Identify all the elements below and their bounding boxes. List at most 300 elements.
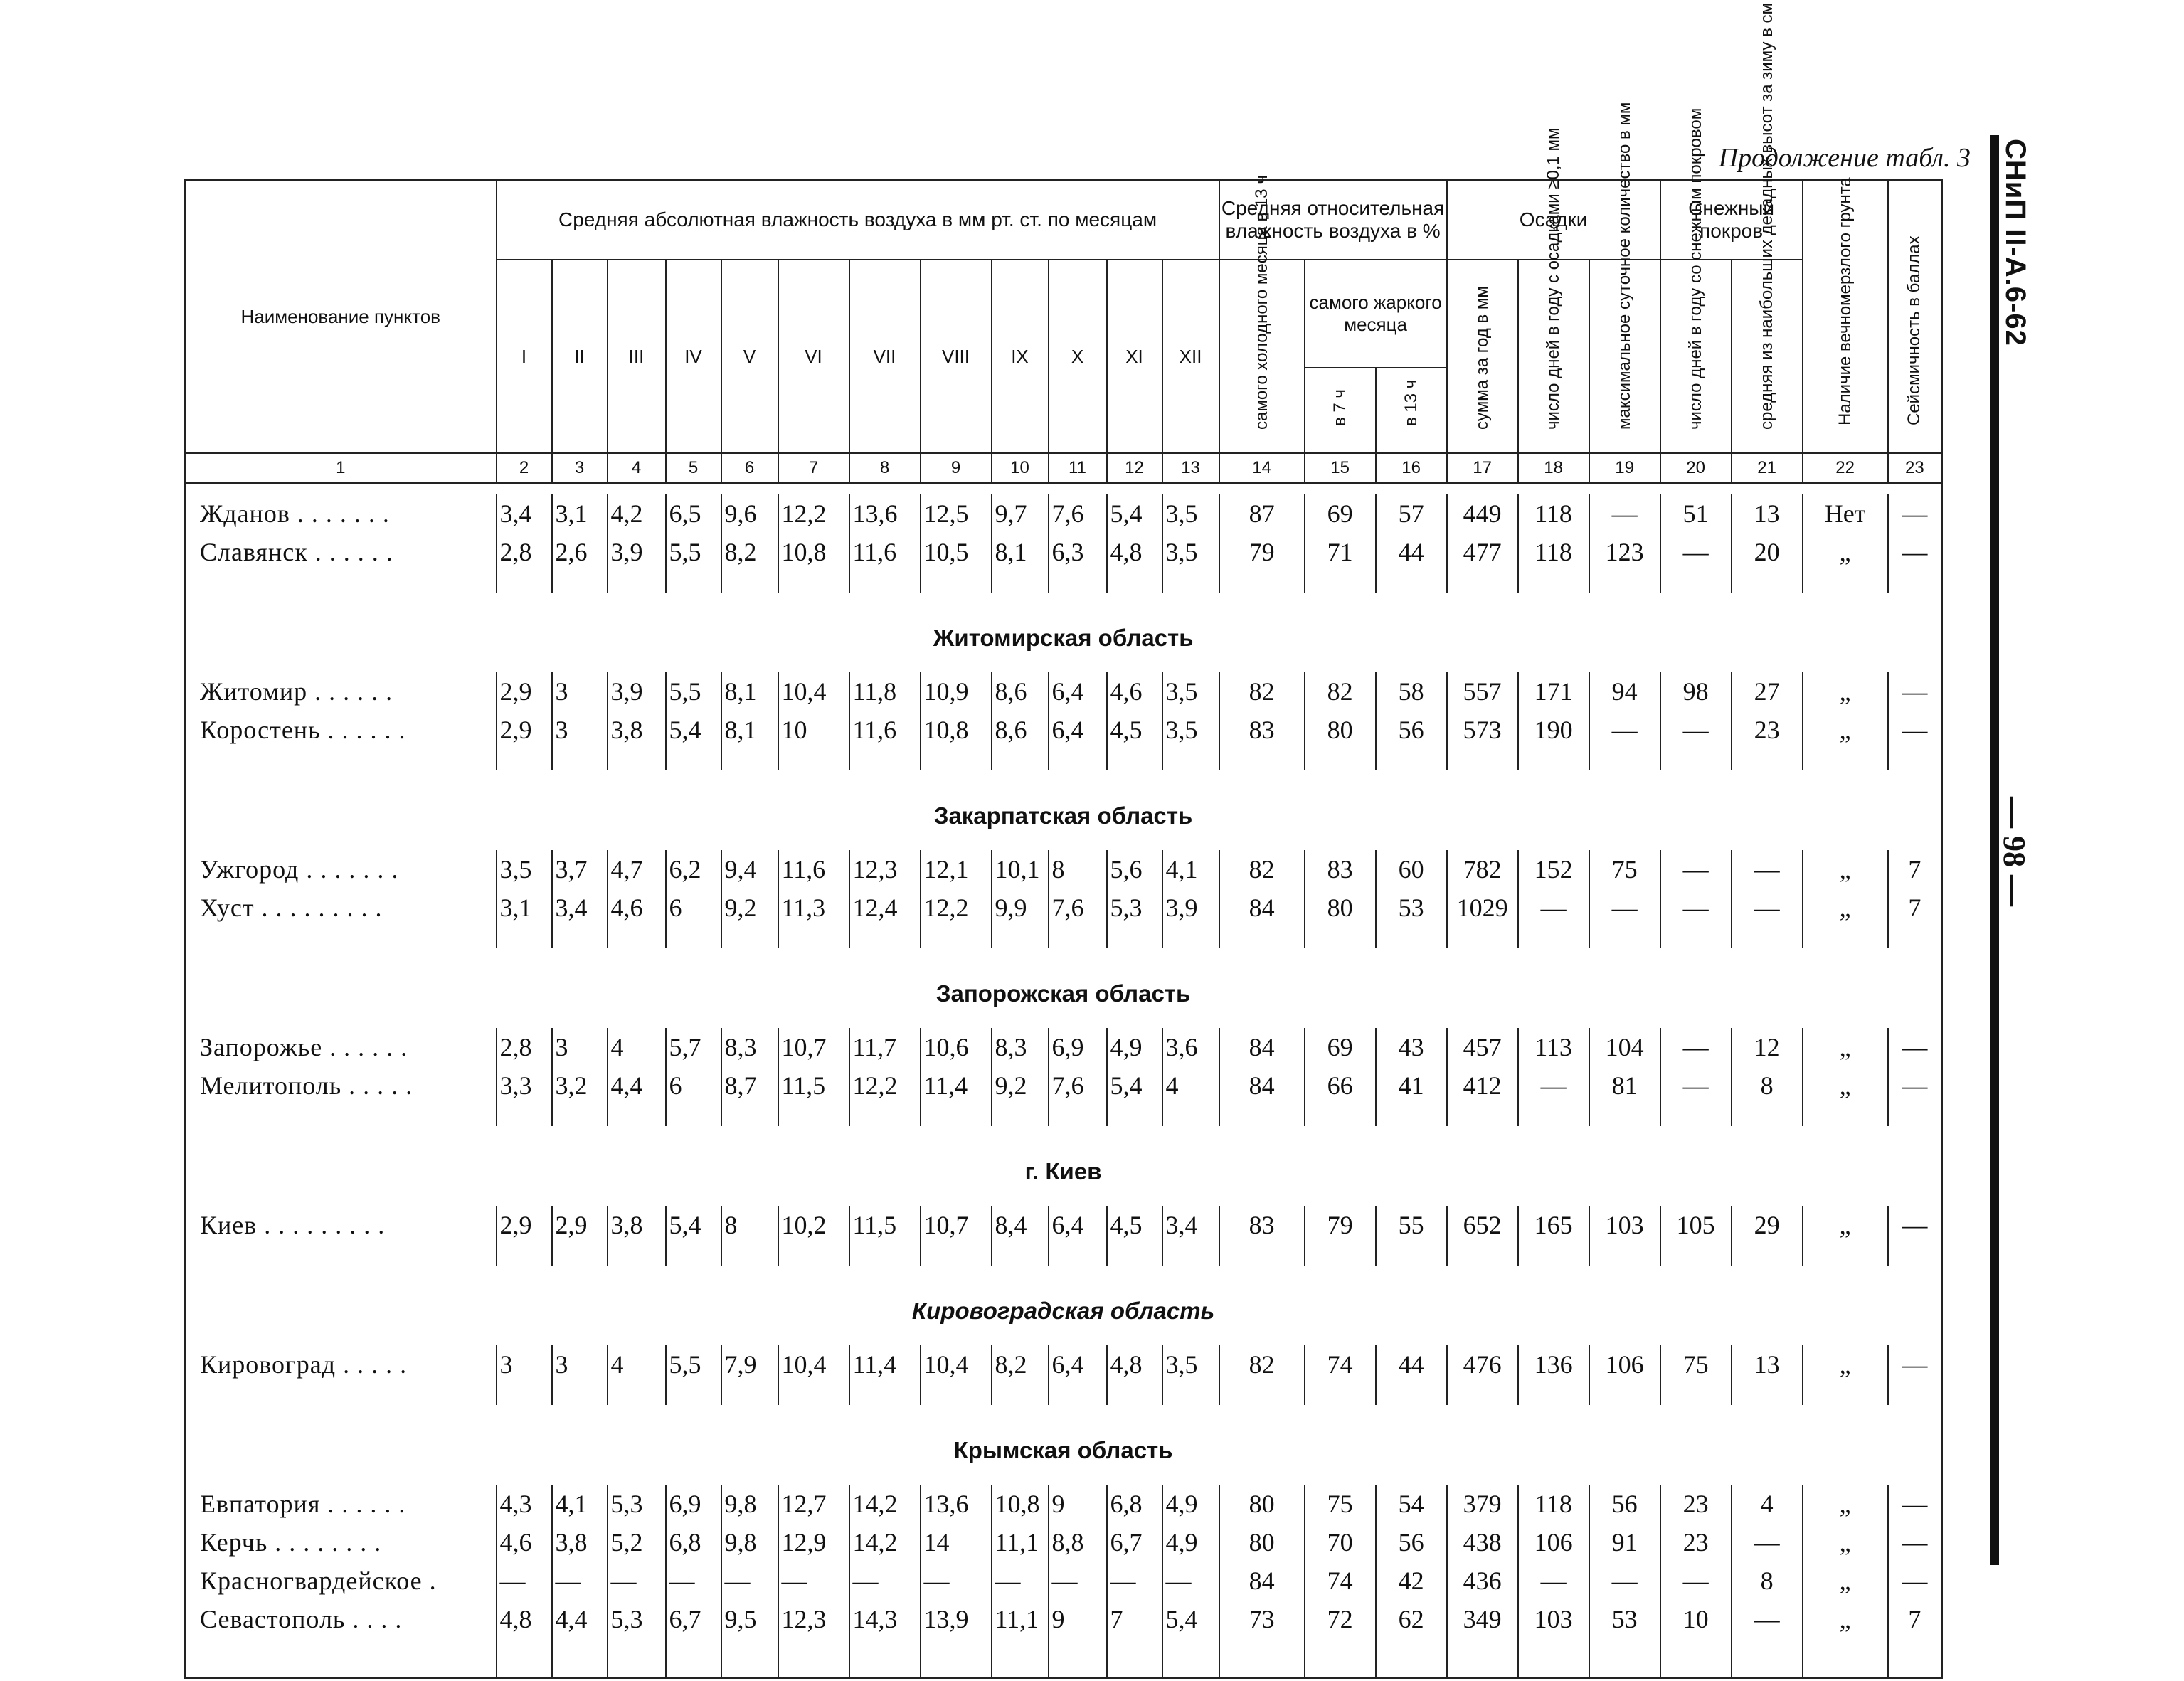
- table-cell: „: [1803, 1206, 1888, 1244]
- station-name: Запорожье . . . . . .: [200, 1033, 408, 1061]
- table-cell: 6,8: [666, 1523, 721, 1561]
- table-cell: 6,7: [666, 1600, 721, 1638]
- table-cell: 3,9: [1162, 889, 1219, 927]
- table-cell: 11,6: [849, 533, 921, 571]
- table-cell: 4,8: [497, 1600, 552, 1638]
- table-cell: 4,9: [1162, 1485, 1219, 1523]
- table-cell: 7: [1888, 850, 1942, 889]
- table-cell: —: [1888, 1066, 1942, 1105]
- table-cell: —: [1660, 711, 1732, 749]
- station-name: Хуст . . . . . . . . .: [200, 893, 383, 922]
- table-cell: 3,5: [1162, 711, 1219, 749]
- table-cell: —: [1888, 533, 1942, 571]
- table-cell: 6,5: [666, 494, 721, 533]
- column-number: 18: [1518, 453, 1589, 484]
- column-number: 15: [1305, 453, 1376, 484]
- table-cell: 23: [1732, 711, 1803, 749]
- table-cell: 2,9: [497, 672, 552, 711]
- table-cell: 5,2: [608, 1523, 666, 1561]
- table-cell: 4: [1162, 1066, 1219, 1105]
- table-cell: 412: [1447, 1066, 1518, 1105]
- table-cell: 8,7: [721, 1066, 778, 1105]
- group-spacer: [185, 1244, 1942, 1266]
- table-cell: 1029: [1447, 889, 1518, 927]
- table-cell: 4,5: [1107, 711, 1162, 749]
- group-spacer: [185, 571, 1942, 593]
- column-number: 12: [1107, 453, 1162, 484]
- header-at13: в 13 ч: [1376, 368, 1447, 453]
- table-cell: 8: [721, 1206, 778, 1244]
- table-cell: 10,8: [921, 711, 992, 749]
- table-cell: —: [1888, 494, 1942, 533]
- table-cell: —: [1660, 889, 1732, 927]
- table-cell: 12,5: [921, 494, 992, 533]
- header-month: IX: [992, 260, 1049, 453]
- column-number: 20: [1660, 453, 1732, 484]
- table-cell: 9,2: [721, 889, 778, 927]
- table-cell: „: [1803, 1523, 1888, 1561]
- table-cell: 60: [1376, 850, 1447, 889]
- table-cell: 82: [1219, 1345, 1305, 1384]
- table-cell: 6,2: [666, 850, 721, 889]
- table-cell: —: [1589, 889, 1660, 927]
- table-cell: 9,7: [992, 494, 1049, 533]
- table-cell: —: [1518, 889, 1589, 927]
- table-cell: 4,1: [1162, 850, 1219, 889]
- table-cell: 6,8: [1107, 1485, 1162, 1523]
- header-month: VI: [778, 260, 849, 453]
- table-cell: 57: [1376, 494, 1447, 533]
- table-cell: 10,1: [992, 850, 1049, 889]
- table-cell: „: [1803, 889, 1888, 927]
- table-cell: 7,6: [1049, 494, 1107, 533]
- table-cell: 3: [497, 1345, 552, 1384]
- column-number: 2: [497, 453, 552, 484]
- table-cell: 136: [1518, 1345, 1589, 1384]
- header-month: VIII: [921, 260, 992, 453]
- table-cell: 80: [1219, 1485, 1305, 1523]
- table-cell: 3,8: [552, 1523, 608, 1561]
- table-cell: 9,4: [721, 850, 778, 889]
- column-number: 1: [185, 453, 497, 484]
- table-cell: 5,3: [1107, 889, 1162, 927]
- table-cell: —: [1660, 1561, 1732, 1600]
- table-cell: 11,5: [778, 1066, 849, 1105]
- column-number-row: [185, 453, 1942, 484]
- table-cell: 9,5: [721, 1600, 778, 1638]
- table-row: [185, 1028, 1942, 1066]
- station-name: Жданов . . . . . . .: [200, 499, 390, 528]
- table-cell: 3,5: [1162, 533, 1219, 571]
- table-cell: 3,3: [497, 1066, 552, 1105]
- table-cell: 3,9: [608, 672, 666, 711]
- table-cell: 4,7: [608, 850, 666, 889]
- header-name: Наименование пунктов: [185, 180, 497, 453]
- table-cell: 10,8: [992, 1485, 1049, 1523]
- table-cell: 6: [666, 889, 721, 927]
- column-number: 22: [1803, 453, 1888, 484]
- table-row: [185, 1066, 1942, 1105]
- table-cell: 3,4: [497, 494, 552, 533]
- table-cell: 12,2: [778, 494, 849, 533]
- table-cell: 58: [1376, 672, 1447, 711]
- table-bottom-rule: [185, 1660, 1942, 1678]
- table-cell: 66: [1305, 1066, 1376, 1105]
- table-cell: 5,7: [666, 1028, 721, 1066]
- table-cell: 7: [1888, 1600, 1942, 1638]
- column-number: 4: [608, 453, 666, 484]
- region-heading-row: [185, 593, 1942, 672]
- table-row: [185, 1485, 1942, 1523]
- table-cell: 5,3: [608, 1485, 666, 1523]
- table-cell: 84: [1219, 889, 1305, 927]
- table-cell: 118: [1518, 1485, 1589, 1523]
- station-name: Киев . . . . . . . . .: [200, 1211, 386, 1239]
- table-cell: 74: [1305, 1561, 1376, 1600]
- table-row: [185, 672, 1942, 711]
- table-cell: 9,2: [992, 1066, 1049, 1105]
- header-precip-sum: сумма за год в мм: [1447, 260, 1518, 453]
- table-cell: 5,4: [666, 711, 721, 749]
- table-cell: 2,6: [552, 533, 608, 571]
- table-cell: „: [1803, 1600, 1888, 1638]
- table-cell: 13,6: [921, 1485, 992, 1523]
- table-cell: 10: [1660, 1600, 1732, 1638]
- table-cell: 477: [1447, 533, 1518, 571]
- table-cell: 20: [1732, 533, 1803, 571]
- table-cell: 12: [1732, 1028, 1803, 1066]
- table-cell: 118: [1518, 533, 1589, 571]
- table-row: [185, 494, 1942, 533]
- table-cell: —: [1888, 1028, 1942, 1066]
- table-cell: —: [1732, 1600, 1803, 1638]
- table-cell: 6,4: [1049, 672, 1107, 711]
- table-row: [185, 711, 1942, 749]
- table-cell: —: [1589, 1561, 1660, 1600]
- table-cell: 56: [1376, 1523, 1447, 1561]
- table-cell: 80: [1305, 711, 1376, 749]
- table-cell: 449: [1447, 494, 1518, 533]
- header-month: V: [721, 260, 778, 453]
- table-cell: 9,6: [721, 494, 778, 533]
- table-cell: 53: [1376, 889, 1447, 927]
- table-cell: 171: [1518, 672, 1589, 711]
- station-name: Кировоград . . . . .: [200, 1350, 408, 1379]
- group-spacer: [185, 1105, 1942, 1126]
- table-cell: 13,6: [849, 494, 921, 533]
- column-number: 21: [1732, 453, 1803, 484]
- header-hottest: самого жаркого месяца: [1305, 260, 1447, 368]
- table-cell: 7: [1888, 889, 1942, 927]
- column-number: 13: [1162, 453, 1219, 484]
- table-cell: 6,7: [1107, 1523, 1162, 1561]
- table-cell: 69: [1305, 1028, 1376, 1066]
- table-cell: —: [1660, 1066, 1732, 1105]
- table-cell: 5,4: [1162, 1600, 1219, 1638]
- header-precip-max: максимальное суточное количество в мм: [1589, 260, 1660, 453]
- table-cell: 4,8: [1107, 1345, 1162, 1384]
- table-cell: 11,1: [992, 1600, 1049, 1638]
- table-cell: 4,5: [1107, 1206, 1162, 1244]
- table-cell: 11,4: [849, 1345, 921, 1384]
- table-cell: 10,9: [921, 672, 992, 711]
- table-cell: „: [1803, 533, 1888, 571]
- table-cell: 69: [1305, 494, 1376, 533]
- header-at7: в 7 ч: [1305, 368, 1376, 453]
- table-cell: 5,4: [1107, 494, 1162, 533]
- region-heading: г. Киев: [1024, 1158, 1102, 1184]
- table-cell: 652: [1447, 1206, 1518, 1244]
- table-cell: 9,8: [721, 1523, 778, 1561]
- table-cell: 10,4: [778, 1345, 849, 1384]
- table-cell: 8,4: [992, 1206, 1049, 1244]
- table-cell: 123: [1589, 533, 1660, 571]
- table-cell: 42: [1376, 1561, 1447, 1600]
- table-cell: 4: [608, 1028, 666, 1066]
- table-cell: 8,1: [721, 672, 778, 711]
- table-cell: 84: [1219, 1561, 1305, 1600]
- table-cell: 12,9: [778, 1523, 849, 1561]
- station-name: Житомир . . . . . .: [200, 677, 393, 706]
- table-cell: 11,6: [849, 711, 921, 749]
- table-cell: 4,6: [608, 889, 666, 927]
- table-cell: 11,6: [778, 850, 849, 889]
- table-row: [185, 1600, 1942, 1638]
- table-cell: 23: [1660, 1523, 1732, 1561]
- header-month: VII: [849, 260, 921, 453]
- table-cell: 12,2: [921, 889, 992, 927]
- table-cell: 5,4: [666, 1206, 721, 1244]
- table-cell: —: [1732, 1523, 1803, 1561]
- table-cell: 7,6: [1049, 1066, 1107, 1105]
- header-rel-humidity: Средняя относительная влажность воздуха в %: [1219, 180, 1447, 260]
- table-cell: 70: [1305, 1523, 1376, 1561]
- region-heading-row: [185, 1266, 1942, 1345]
- table-cell: 8,2: [992, 1345, 1049, 1384]
- table-cell: 11,4: [921, 1066, 992, 1105]
- table-cell: 557: [1447, 672, 1518, 711]
- header-month: I: [497, 260, 552, 453]
- table-cell: 9,8: [721, 1485, 778, 1523]
- table-cell: —: [1107, 1561, 1162, 1600]
- table-cell: 23: [1660, 1485, 1732, 1523]
- table-cell: —: [1518, 1066, 1589, 1105]
- header-month: XII: [1162, 260, 1219, 453]
- table-cell: 10,7: [778, 1028, 849, 1066]
- table-cell: 349: [1447, 1600, 1518, 1638]
- table-cell: 113: [1518, 1028, 1589, 1066]
- table-cell: 14,3: [849, 1600, 921, 1638]
- table-row: [185, 533, 1942, 571]
- table-cell: 3,8: [608, 1206, 666, 1244]
- station-name: Славянск . . . . . .: [200, 538, 393, 566]
- table-cell: „: [1803, 1028, 1888, 1066]
- column-number: 11: [1049, 453, 1107, 484]
- table-cell: 13: [1732, 1345, 1803, 1384]
- table-cell: 62: [1376, 1600, 1447, 1638]
- table-cell: 2,8: [497, 533, 552, 571]
- table-cell: 379: [1447, 1485, 1518, 1523]
- table-row: [185, 1206, 1942, 1244]
- column-number: 3: [552, 453, 608, 484]
- station-name: Керчь . . . . . . . .: [200, 1528, 382, 1557]
- table-cell: 12,3: [778, 1600, 849, 1638]
- table-cell: 6,4: [1049, 711, 1107, 749]
- table-body: [185, 484, 1942, 1678]
- page-number-text: — 98 —: [1997, 797, 2032, 906]
- header-precip-days: число дней в году с осадками ≥0,1 мм: [1518, 260, 1589, 453]
- table-cell: —: [992, 1561, 1049, 1600]
- table-cell: 6,9: [1049, 1028, 1107, 1066]
- region-heading-row: [185, 1405, 1942, 1485]
- table-cell: 2,8: [497, 1028, 552, 1066]
- table-cell: —: [1589, 494, 1660, 533]
- table-cell: 84: [1219, 1028, 1305, 1066]
- table-cell: 10,8: [778, 533, 849, 571]
- table-cell: 14,2: [849, 1523, 921, 1561]
- group-spacer: [185, 927, 1942, 948]
- header-rule: [185, 484, 1942, 495]
- column-number: 5: [666, 453, 721, 484]
- table-cell: 476: [1447, 1345, 1518, 1384]
- table-cell: 5,5: [666, 1345, 721, 1384]
- table-cell: —: [552, 1561, 608, 1600]
- table-cell: 6: [666, 1066, 721, 1105]
- table-cell: 72: [1305, 1600, 1376, 1638]
- group-spacer: [185, 1384, 1942, 1405]
- table-cell: 10,7: [921, 1206, 992, 1244]
- region-heading: Житомирская область: [933, 625, 1194, 651]
- group-spacer: [185, 1638, 1942, 1660]
- header-seismic: Сейсмичность в баллах: [1888, 180, 1942, 453]
- table-cell: 8,1: [992, 533, 1049, 571]
- table-cell: 8: [1732, 1561, 1803, 1600]
- table-cell: 71: [1305, 533, 1376, 571]
- table-cell: 13: [1732, 494, 1803, 533]
- table-cell: „: [1803, 1066, 1888, 1105]
- table-cell: „: [1803, 850, 1888, 889]
- column-number: 17: [1447, 453, 1518, 484]
- region-heading-row: [185, 770, 1942, 850]
- table-cell: 13,9: [921, 1600, 992, 1638]
- table-cell: 3,6: [1162, 1028, 1219, 1066]
- table-cell: 56: [1589, 1485, 1660, 1523]
- table-cell: 3,5: [1162, 1345, 1219, 1384]
- table-cell: 54: [1376, 1485, 1447, 1523]
- table-cell: 82: [1219, 850, 1305, 889]
- table-cell: 9: [1049, 1485, 1107, 1523]
- table-cell: 74: [1305, 1345, 1376, 1384]
- column-number: 8: [849, 453, 921, 484]
- table-cell: 103: [1518, 1600, 1589, 1638]
- table-cell: 4,9: [1162, 1523, 1219, 1561]
- table-cell: 3,8: [608, 711, 666, 749]
- table-cell: 80: [1219, 1523, 1305, 1561]
- table-cell: —: [1049, 1561, 1107, 1600]
- table-cell: 106: [1518, 1523, 1589, 1561]
- table-cell: 41: [1376, 1066, 1447, 1105]
- table-cell: 9,9: [992, 889, 1049, 927]
- station-name: Мелитополь . . . . .: [200, 1071, 413, 1100]
- table-cell: 10,5: [921, 533, 992, 571]
- region-heading: Запорожская область: [935, 980, 1191, 1007]
- table-cell: 10,6: [921, 1028, 992, 1066]
- station-name: Коростень . . . . . .: [200, 716, 406, 744]
- table-cell: 55: [1376, 1206, 1447, 1244]
- table-cell: 12,4: [849, 889, 921, 927]
- table-cell: 2,9: [497, 1206, 552, 1244]
- table-row: [185, 1523, 1942, 1561]
- table-cell: 3,9: [608, 533, 666, 571]
- table-cell: —: [608, 1561, 666, 1600]
- table-cell: 105: [1660, 1206, 1732, 1244]
- table-cell: 5,6: [1107, 850, 1162, 889]
- table-cell: 3,5: [497, 850, 552, 889]
- table-cell: —: [1888, 1206, 1942, 1244]
- station-name: Красногвардейское .: [200, 1566, 437, 1595]
- table-cell: 83: [1219, 1206, 1305, 1244]
- table-cell: 5,4: [1107, 1066, 1162, 1105]
- region-heading-row: [185, 948, 1942, 1028]
- table-cell: 82: [1219, 672, 1305, 711]
- table-cell: 4,1: [552, 1485, 608, 1523]
- table-cell: 84: [1219, 1066, 1305, 1105]
- table-cell: 83: [1305, 850, 1376, 889]
- table-cell: 4,9: [1107, 1028, 1162, 1066]
- table-cell: —: [1888, 1523, 1942, 1561]
- header-coldest: самого холодного месяца в 13 ч: [1219, 260, 1305, 453]
- table-cell: 5,3: [608, 1600, 666, 1638]
- document-code-text: СНиП II-А.6-62: [2000, 139, 2031, 346]
- table-row: [185, 850, 1942, 889]
- table-cell: 4,3: [497, 1485, 552, 1523]
- table-cell: „: [1803, 1345, 1888, 1384]
- table-cell: 11,8: [849, 672, 921, 711]
- header-permafrost: Наличие вечномерзлого грунта: [1803, 180, 1888, 453]
- table-cell: 75: [1305, 1485, 1376, 1523]
- table-cell: 75: [1589, 850, 1660, 889]
- column-number: 10: [992, 453, 1049, 484]
- table-cell: 3,2: [552, 1066, 608, 1105]
- table-cell: 11,3: [778, 889, 849, 927]
- header-month: II: [552, 260, 608, 453]
- table-cell: 4,6: [497, 1523, 552, 1561]
- table-cell: 3,1: [497, 889, 552, 927]
- table-cell: —: [1888, 711, 1942, 749]
- table-cell: 56: [1376, 711, 1447, 749]
- table-row: [185, 1345, 1942, 1384]
- table-cell: 436: [1447, 1561, 1518, 1600]
- header-month: IV: [666, 260, 721, 453]
- table-cell: 8,1: [721, 711, 778, 749]
- table-cell: 5,5: [666, 672, 721, 711]
- table-cell: 98: [1660, 672, 1732, 711]
- table-cell: 7,9: [721, 1345, 778, 1384]
- table-cell: 51: [1660, 494, 1732, 533]
- table-cell: 83: [1219, 711, 1305, 749]
- table-cell: —: [1888, 1485, 1942, 1523]
- table-cell: 91: [1589, 1523, 1660, 1561]
- station-name: Севастополь . . . .: [200, 1605, 403, 1633]
- table-cell: 6,4: [1049, 1206, 1107, 1244]
- table-cell: —: [1518, 1561, 1589, 1600]
- table-cell: 9: [1049, 1600, 1107, 1638]
- table-cell: 12,3: [849, 850, 921, 889]
- table-cell: 12,7: [778, 1485, 849, 1523]
- header-snow-height: средняя из наибольших декадных высот за зиму в см: [1732, 260, 1803, 453]
- table-cell: 782: [1447, 850, 1518, 889]
- table-cell: —: [1888, 1345, 1942, 1384]
